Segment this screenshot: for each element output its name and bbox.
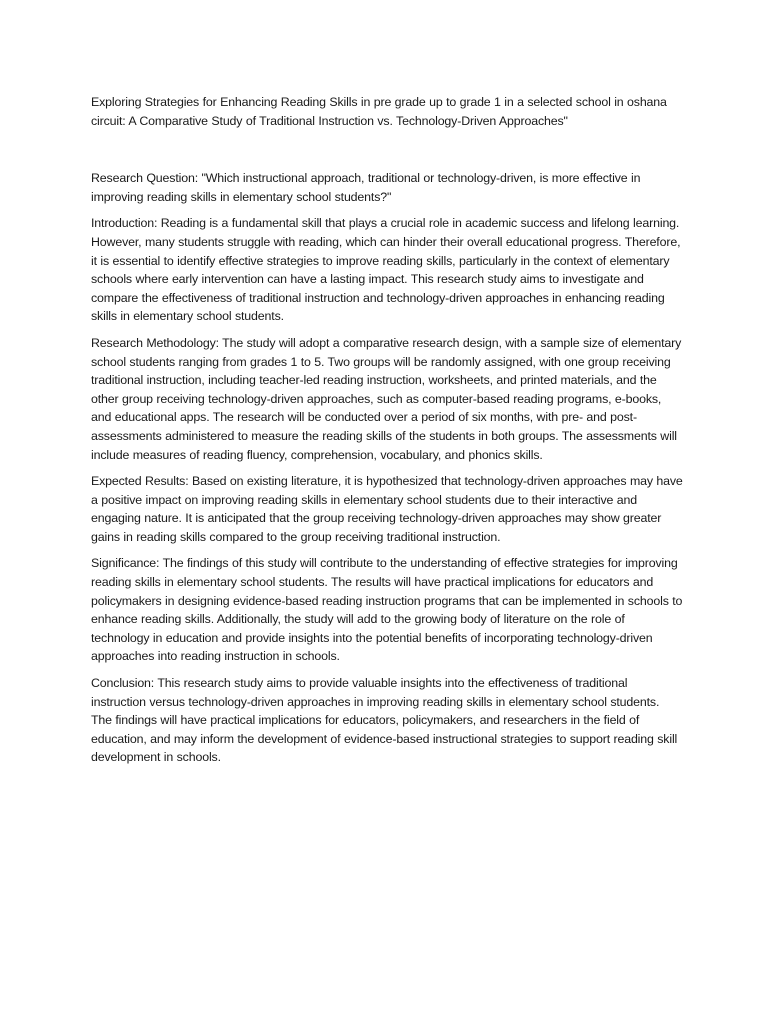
significance-paragraph: Significance: The findings of this study will contribute to the understanding of effective strategies for improving reading skills in elementary school students. The results will have practical implications for educators and policymakers in designing evidence-based reading instruction programs that can be implemented in schools to enhance reading skills. Additionally, the study will add to the growing body of literature on the role of technology in education and provide insights into the potential benefits of incorporating technology-driven approaches into reading instruction in schools. [91,556,683,664]
research-question-paragraph: Research Question: "Which instructional approach, traditional or technology-driven, is more effective in improving reading skills in elementary school students?" [91,171,641,204]
conclusion-paragraph: Conclusion: This research study aims to provide valuable insights into the effectiveness of traditional instruction versus technology-driven approaches in improving reading skills in elementary school students. The findings will have practical implications for educators, policymakers, and researchers in the field of education, and may inform the development of evidence-based instructional strategies to support reading skill development in schools. [91,676,678,765]
introduction-paragraph: Introduction: Reading is a fundamental skill that plays a crucial role in academic success and lifelong learning. However, many students struggle with reading, which can hinder their overall educational progress. Therefore, it is essential to identify effective strategies to improve reading skills, particularly in the context of elementary schools where early intervention can have a lasting impact. This research study aims to investigate and compare the effectiveness of traditional instruction and technology-driven approaches in enhancing reading skills in elementary school students. [91,216,681,324]
document-body [91,93,683,775]
document-title: Exploring Strategies for Enhancing Reading Skills in pre grade up to grade 1 in a selected school in oshana circuit: A Comparative Study of Traditional Instruction vs. Technology-Driven Approaches" [91,95,667,128]
expected-results-paragraph: Expected Results: Based on existing literature, it is hypothesized that technology-driven approaches may have a positive impact on improving reading skills in elementary school students due to their interactive and engaging nature. It is anticipated that the group receiving technology-driven approaches may show greater gains in reading skills compared to the group receiving traditional instruction. [91,474,683,544]
methodology-paragraph: Research Methodology: The study will adopt a comparative research design, with a sample size of elementary school students ranging from grades 1 to 5. Two groups will be randomly assigned, with one group receiving traditional instruction, including teacher-led reading instruction, worksheets, and printed materials, and the other group receiving technology-driven approaches, such as computer-based reading programs, e-books, and educational apps. The research will be conducted over a period of six months, with pre- and post-assessments administered to measure the reading skills of the students in both groups. The assessments will include measures of reading fluency, comprehension, vocabulary, and phonics skills. [91,335,682,462]
